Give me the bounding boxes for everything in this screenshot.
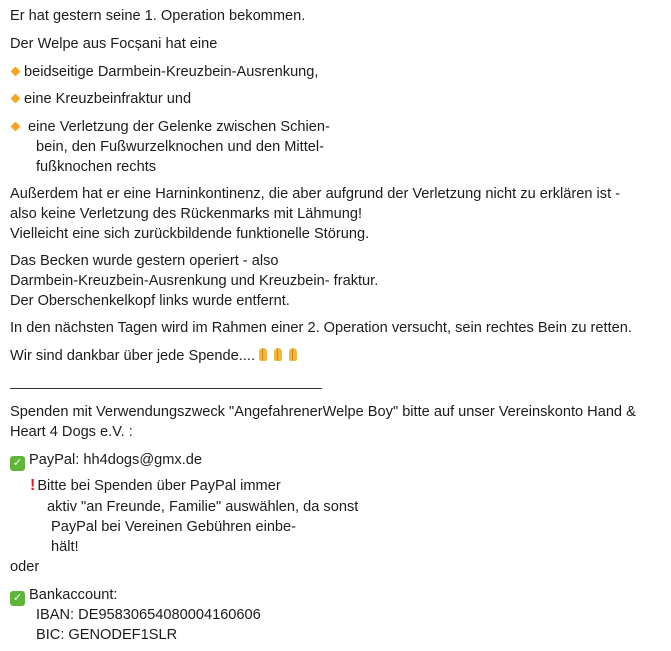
- orange-diamond-icon: [10, 121, 21, 132]
- note-line: aktiv "an Freunde, Familie" auswählen, da sonst: [47, 499, 359, 515]
- paragraph-line: Außerdem hat er eine Harninkontinenz, die aber aufgrund der Verletzung nicht zu erklären ist -: [10, 186, 621, 202]
- paragraph-line: Spenden mit Verwendungszweck "AngefahrenerWelpe Boy" bitte auf unser Vereinskonto Hand &: [10, 404, 636, 420]
- note-line: [30, 476, 281, 496]
- note-text: Bitte bei Spenden über PayPal immer: [37, 478, 281, 494]
- divider: [10, 388, 322, 389]
- red-exclamation-icon: !: [30, 477, 36, 494]
- bank-line: [10, 585, 117, 606]
- bullet-item: [10, 89, 191, 109]
- orange-diamond-icon: [10, 93, 21, 104]
- intro-text: Er hat gestern seine 1. Operation bekommen.: [10, 8, 306, 24]
- paragraph-line: also keine Verletzung des Rückenmarks mit Lähmung!: [10, 206, 363, 222]
- iban-text: IBAN: DE95830654080004160606: [36, 607, 261, 623]
- paragraph-line: Vielleicht eine sich zurückbildende funktionelle Störung.: [10, 226, 370, 242]
- paragraph-line: Der Oberschenkelkopf links wurde entfernt.: [10, 293, 290, 309]
- bullet-continuation: fußknochen rechts: [36, 159, 157, 175]
- oder-text: oder: [10, 559, 40, 575]
- note-line: PayPal bei Vereinen Gebühren einbe-: [51, 519, 297, 535]
- bullet-text: beidseitige Darmbein-Kreuzbein-Ausrenkung,: [24, 64, 319, 80]
- thanks-line: [10, 346, 300, 366]
- paragraph-line: Das Becken wurde gestern operiert - also: [10, 253, 279, 269]
- paypal-text: PayPal: hh4dogs@gmx.de: [29, 452, 203, 468]
- folded-hands-icon: [256, 348, 270, 362]
- note-line: hält!: [51, 539, 79, 555]
- bullet-item: [10, 62, 318, 82]
- bullet-continuation: bein, den Fußwurzelknochen und den Mittel-: [36, 139, 324, 155]
- paragraph-line: In den nächsten Tagen wird im Rahmen einer 2. Operation versucht, sein rechtes Bein zu retten.: [10, 320, 632, 336]
- bullet-item: [10, 117, 330, 137]
- paragraph-line: Heart 4 Dogs e.V. :: [10, 424, 133, 440]
- check-mark-icon: ✓: [10, 456, 25, 471]
- lead-text: Der Welpe aus Focșani hat eine: [10, 36, 218, 52]
- paypal-line: [10, 450, 202, 471]
- folded-hands-icon: [286, 348, 300, 362]
- bic-text: BIC: GENODEF1SLR: [36, 627, 178, 643]
- bullet-text: eine Verletzung der Gelenke zwischen Schien-: [24, 119, 330, 135]
- thanks-text: Wir sind dankbar über jede Spende....: [10, 348, 255, 364]
- orange-diamond-icon: [10, 66, 21, 77]
- bullet-text: eine Kreuzbeinfraktur und: [24, 91, 192, 107]
- folded-hands-icon: [271, 348, 285, 362]
- check-mark-icon: ✓: [10, 591, 25, 606]
- bank-text: Bankaccount:: [29, 587, 118, 603]
- paragraph-line: Darmbein-Kreuzbein-Ausrenkung und Kreuzbein- fraktur.: [10, 273, 379, 289]
